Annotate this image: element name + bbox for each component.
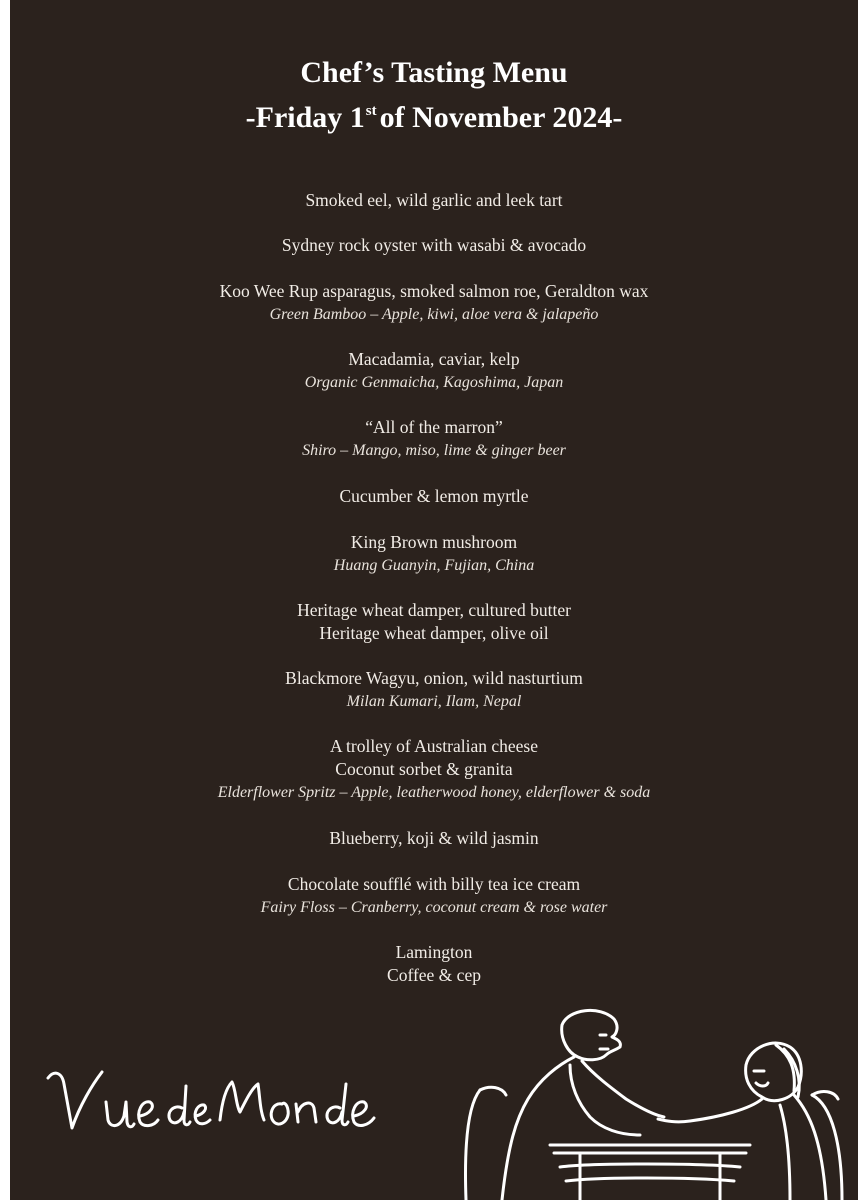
course-line: Cucumber & lemon myrtle <box>339 486 529 506</box>
course-12 <box>10 873 858 919</box>
course-pairing: Fairy Floss – Cranberry, coconut cream & rose water <box>260 899 608 916</box>
course-line: Blackmore Wagyu, onion, wild nasturtium <box>285 668 583 688</box>
course-line: Heritage wheat damper, olive oil <box>319 623 549 643</box>
course-9 <box>10 667 858 713</box>
vue-de-monde-logo <box>40 1050 440 1140</box>
course-line: Macadamia, caviar, kelp <box>348 349 520 369</box>
course-1 <box>10 189 858 212</box>
course-line: Heritage wheat damper, cultured butter <box>297 600 571 620</box>
course-4 <box>10 348 858 394</box>
course-13 <box>10 941 858 987</box>
course-pairing: Huang Guanyin, Fujian, China <box>333 557 535 574</box>
course-line: Smoked eel, wild garlic and leek tart <box>305 190 563 210</box>
course-5 <box>10 416 858 462</box>
course-line: Blueberry, koji & wild jasmin <box>329 828 539 848</box>
course-line: King Brown mushroom <box>350 532 518 552</box>
course-6 <box>10 485 858 508</box>
course-line: Koo Wee Rup asparagus, smoked salmon roe, Geraldton wax <box>219 281 649 301</box>
course-11 <box>10 827 858 850</box>
course-pairing: Elderflower Spritz – Apple, leatherwood honey, elderflower & soda <box>217 784 651 801</box>
date-ordinal: st <box>365 103 377 119</box>
course-2 <box>10 234 858 257</box>
course-line: Coffee & cep <box>387 965 481 985</box>
menu-page <box>10 0 858 1200</box>
course-line: Lamington <box>395 942 473 962</box>
course-3 <box>10 280 858 326</box>
course-pairing: Green Bamboo – Apple, kiwi, aloe vera & jalapeño <box>269 306 599 323</box>
course-pairing: Shiro – Mango, miso, lime & ginger beer <box>302 442 566 459</box>
menu-title: Chef’s Tasting Menu <box>300 56 568 89</box>
course-10 <box>10 735 858 804</box>
date-suffix: of November 2024- <box>379 101 623 134</box>
two-diners-illustration <box>450 995 858 1200</box>
course-line: Sydney rock oyster with wasabi & avocado <box>281 235 587 255</box>
course-line: Coconut sorbet & granita <box>335 759 513 779</box>
course-line: A trolley of Australian cheese <box>330 736 538 756</box>
course-line: “All of the marron” <box>365 417 503 437</box>
course-pairing: Milan Kumari, Ilam, Nepal <box>346 693 522 710</box>
date-prefix: -Friday 1 <box>245 101 365 134</box>
course-line: Chocolate soufflé with billy tea ice cream <box>287 874 581 894</box>
course-7 <box>10 531 858 577</box>
menu-date <box>10 92 858 137</box>
course-pairing: Organic Genmaicha, Kagoshima, Japan <box>304 374 564 391</box>
course-8 <box>10 599 858 645</box>
